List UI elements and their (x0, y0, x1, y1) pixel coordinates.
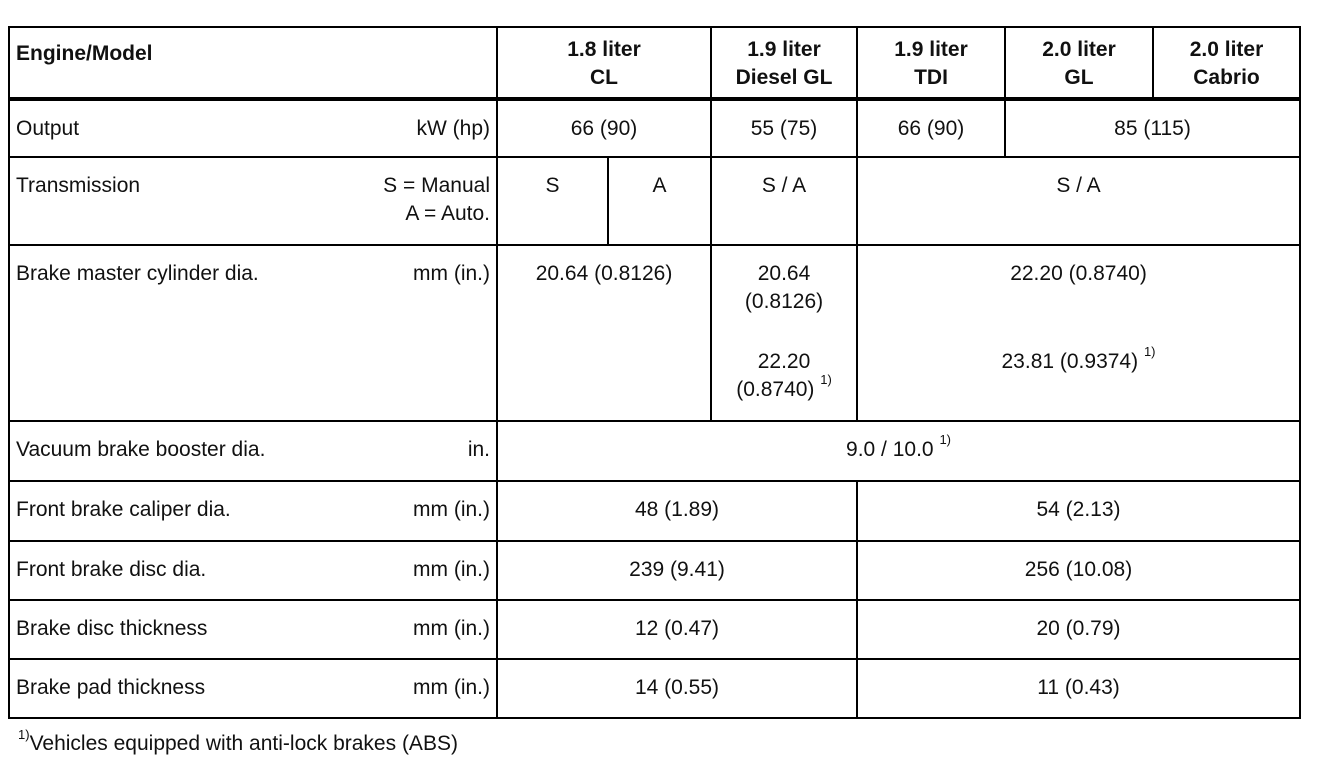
master-cylinder-diesel-a2: (0.8126) (744, 290, 824, 313)
header-1-9-diesel (711, 27, 857, 99)
header-label-cell (9, 27, 497, 99)
disc-label-cell (9, 541, 497, 600)
header-2-0-cabrio-line1: 2.0 liter (1189, 38, 1264, 61)
header-2-0-gl (1005, 27, 1153, 99)
pad-thickness-label-cell (9, 659, 497, 718)
caliper-label-cell (9, 481, 497, 541)
master-cylinder-cl: 20.64 (0.8126) (497, 245, 711, 421)
header-2-0-cabrio-line2: Cabrio (1193, 66, 1260, 89)
booster-footnote-marker: 1) (939, 432, 951, 447)
disc-thickness-label-cell (9, 600, 497, 659)
disc-thickness-row (9, 600, 1300, 659)
disc-thickness-label: Brake disc thickness (16, 617, 208, 640)
disc-row (9, 541, 1300, 600)
caliper-unit: mm (in.) (413, 498, 490, 521)
pad-thickness-label: Brake pad thickness (16, 676, 206, 699)
output-unit: kW (hp) (416, 117, 490, 140)
master-cylinder-diesel-footnote-marker: 1) (820, 372, 832, 387)
transmission-unit-manual: S = Manual (383, 174, 490, 197)
booster-label-cell (9, 421, 497, 481)
transmission-rest: S / A (857, 157, 1300, 245)
output-tdi: 66 (90) (857, 99, 1005, 157)
footnote (18, 727, 458, 758)
footnote-marker: 1) (18, 727, 30, 742)
output-label-cell (9, 99, 497, 157)
master-cylinder-label-cell (9, 245, 497, 421)
caliper-left: 48 (1.89) (497, 481, 857, 541)
output-diesel: 55 (75) (711, 99, 857, 157)
pad-thickness-left: 14 (0.55) (497, 659, 857, 718)
header-1-9-tdi-line1: 1.9 liter (894, 38, 968, 61)
master-cylinder-rest-b: 23.81 (0.9374) (1001, 350, 1139, 373)
disc-thickness-left: 12 (0.47) (497, 600, 857, 659)
footnote-text: Vehicles equipped with anti-lock brakes (ABS) (29, 732, 458, 755)
pad-thickness-right: 11 (0.43) (857, 659, 1300, 718)
header-2-0-cabrio (1153, 27, 1300, 99)
disc-left: 239 (9.41) (497, 541, 857, 600)
header-row (9, 27, 1300, 99)
header-2-0-gl-line2: GL (1064, 66, 1094, 89)
header-1-9-diesel-line2: Diesel GL (735, 66, 833, 89)
master-cylinder-row (9, 245, 1300, 421)
header-1-9-tdi (857, 27, 1005, 99)
master-cylinder-unit: mm (in.) (413, 262, 490, 285)
header-label: Engine/Model (16, 42, 153, 65)
output-gl-cabrio: 85 (115) (1005, 99, 1300, 157)
output-row (9, 99, 1300, 157)
caliper-right: 54 (2.13) (857, 481, 1300, 541)
booster-value: 9.0 / 10.0 (846, 438, 934, 461)
master-cylinder-rest-a: 22.20 (0.8740) (1010, 262, 1147, 285)
booster-row (9, 421, 1300, 481)
pad-thickness-row (9, 659, 1300, 718)
disc-thickness-unit: mm (in.) (413, 617, 490, 640)
output-label: Output (16, 117, 80, 140)
booster-value-cell (497, 421, 1300, 481)
header-1-8-cl (497, 27, 711, 99)
caliper-label: Front brake caliper dia. (16, 498, 231, 521)
header-1-8-cl-line1: 1.8 liter (567, 38, 641, 61)
header-1-9-diesel-line1: 1.9 liter (747, 38, 821, 61)
master-cylinder-diesel-a1: 20.64 (757, 262, 811, 285)
master-cylinder-rest (857, 245, 1300, 421)
caliper-row (9, 481, 1300, 541)
disc-label: Front brake disc dia. (16, 558, 207, 581)
header-1-9-tdi-line2: TDI (914, 66, 948, 89)
master-cylinder-diesel-b2: (0.8740) (736, 378, 815, 401)
booster-label: Vacuum brake booster dia. (16, 438, 266, 461)
transmission-label-cell (9, 157, 497, 245)
pad-thickness-unit: mm (in.) (413, 676, 490, 699)
booster-unit: in. (467, 438, 490, 461)
transmission-cl-s: S (497, 157, 608, 245)
master-cylinder-label: Brake master cylinder dia. (16, 262, 259, 285)
transmission-diesel: S / A (711, 157, 857, 245)
transmission-unit-auto: A = Auto. (405, 202, 490, 225)
header-1-8-cl-line2: CL (590, 66, 618, 89)
master-cylinder-diesel-b1: 22.20 (757, 350, 811, 373)
disc-right: 256 (10.08) (857, 541, 1300, 600)
transmission-row (9, 157, 1300, 245)
transmission-cl-a: A (608, 157, 711, 245)
header-2-0-gl-line1: 2.0 liter (1042, 38, 1116, 61)
master-cylinder-rest-footnote-marker: 1) (1143, 344, 1156, 359)
brake-spec-table (8, 26, 1301, 719)
master-cylinder-diesel (711, 245, 857, 421)
output-cl: 66 (90) (497, 99, 711, 157)
transmission-label: Transmission (16, 174, 141, 197)
disc-thickness-right: 20 (0.79) (857, 600, 1300, 659)
disc-unit: mm (in.) (413, 558, 490, 581)
